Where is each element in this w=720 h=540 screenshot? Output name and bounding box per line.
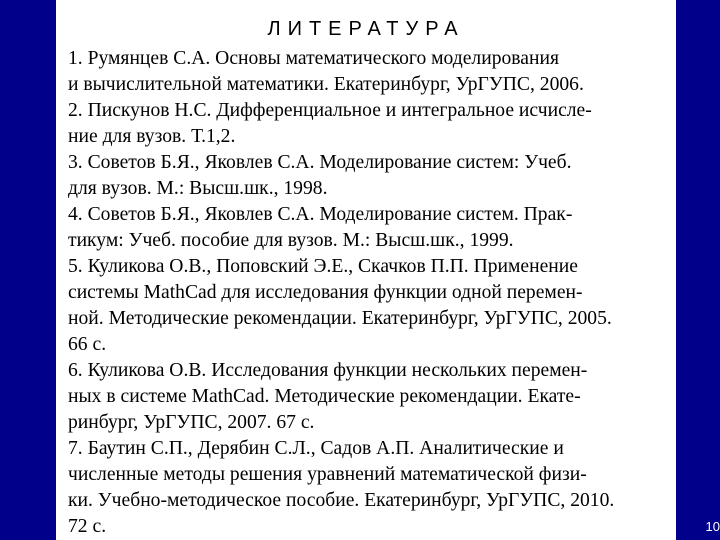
reference-line: 72 с. <box>68 516 107 537</box>
reference-item <box>68 98 672 150</box>
reference-line: 3. Советов Б.Я., Яковлев С.А. Моделирование систем: Учеб. <box>68 152 572 173</box>
reference-line: 5. Куликова О.В., Поповский Э.Е., Скачков П.П. Применение <box>68 256 578 277</box>
reference-line: для вузов. М.: Высш.шк., 1998. <box>68 178 328 199</box>
reference-item <box>68 436 672 540</box>
reference-line: 2. Пискунов Н.С. Дифференциальное и интегральное исчисле- <box>68 100 592 121</box>
reference-line: ние для вузов. Т.1,2. <box>68 126 236 147</box>
reference-line: 6. Куликова О.В. Исследования функции нескольких перемен- <box>68 360 588 381</box>
reference-line: ных в системе MathCad. Методические рекомендации. Екате- <box>68 386 581 407</box>
reference-line: 1. Румянцев С.А. Основы математического моделирования <box>68 48 559 69</box>
reference-line: 7. Баутин С.П., Дерябин С.Л., Садов А.П. Аналитические и <box>68 438 564 459</box>
reference-line: численные методы решения уравнений математической физи- <box>68 464 587 485</box>
reference-list <box>68 46 672 540</box>
reference-line: ки. Учебно-методическое пособие. Екатеринбург, УрГУПС, 2010. <box>68 490 615 511</box>
reference-item <box>68 150 672 202</box>
page-number: 10 <box>705 519 720 534</box>
reference-line: и вычислительной математики. Екатеринбург, УрГУПС, 2006. <box>68 74 584 95</box>
reference-item <box>68 254 672 358</box>
reference-line: 66 с. <box>68 334 107 355</box>
reference-item <box>68 358 672 436</box>
reference-line: системы MathCad для исследования функции одной перемен- <box>68 282 583 303</box>
reference-line: ной. Методические рекомендации. Екатеринбург, УрГУПС, 2005. <box>68 308 612 329</box>
reference-item <box>68 202 672 254</box>
reference-line: 4. Советов Б.Я., Яковлев С.А. Моделирование систем. Прак- <box>68 204 573 225</box>
slide-page <box>56 0 676 540</box>
reference-item <box>68 46 672 98</box>
reference-line: тикум: Учеб. пособие для вузов. М.: Высш.шк., 1999. <box>68 230 514 251</box>
reference-line: ринбург, УрГУПС, 2007. 67 с. <box>68 412 315 433</box>
page-title: ЛИТЕРАТУРА <box>267 18 465 40</box>
